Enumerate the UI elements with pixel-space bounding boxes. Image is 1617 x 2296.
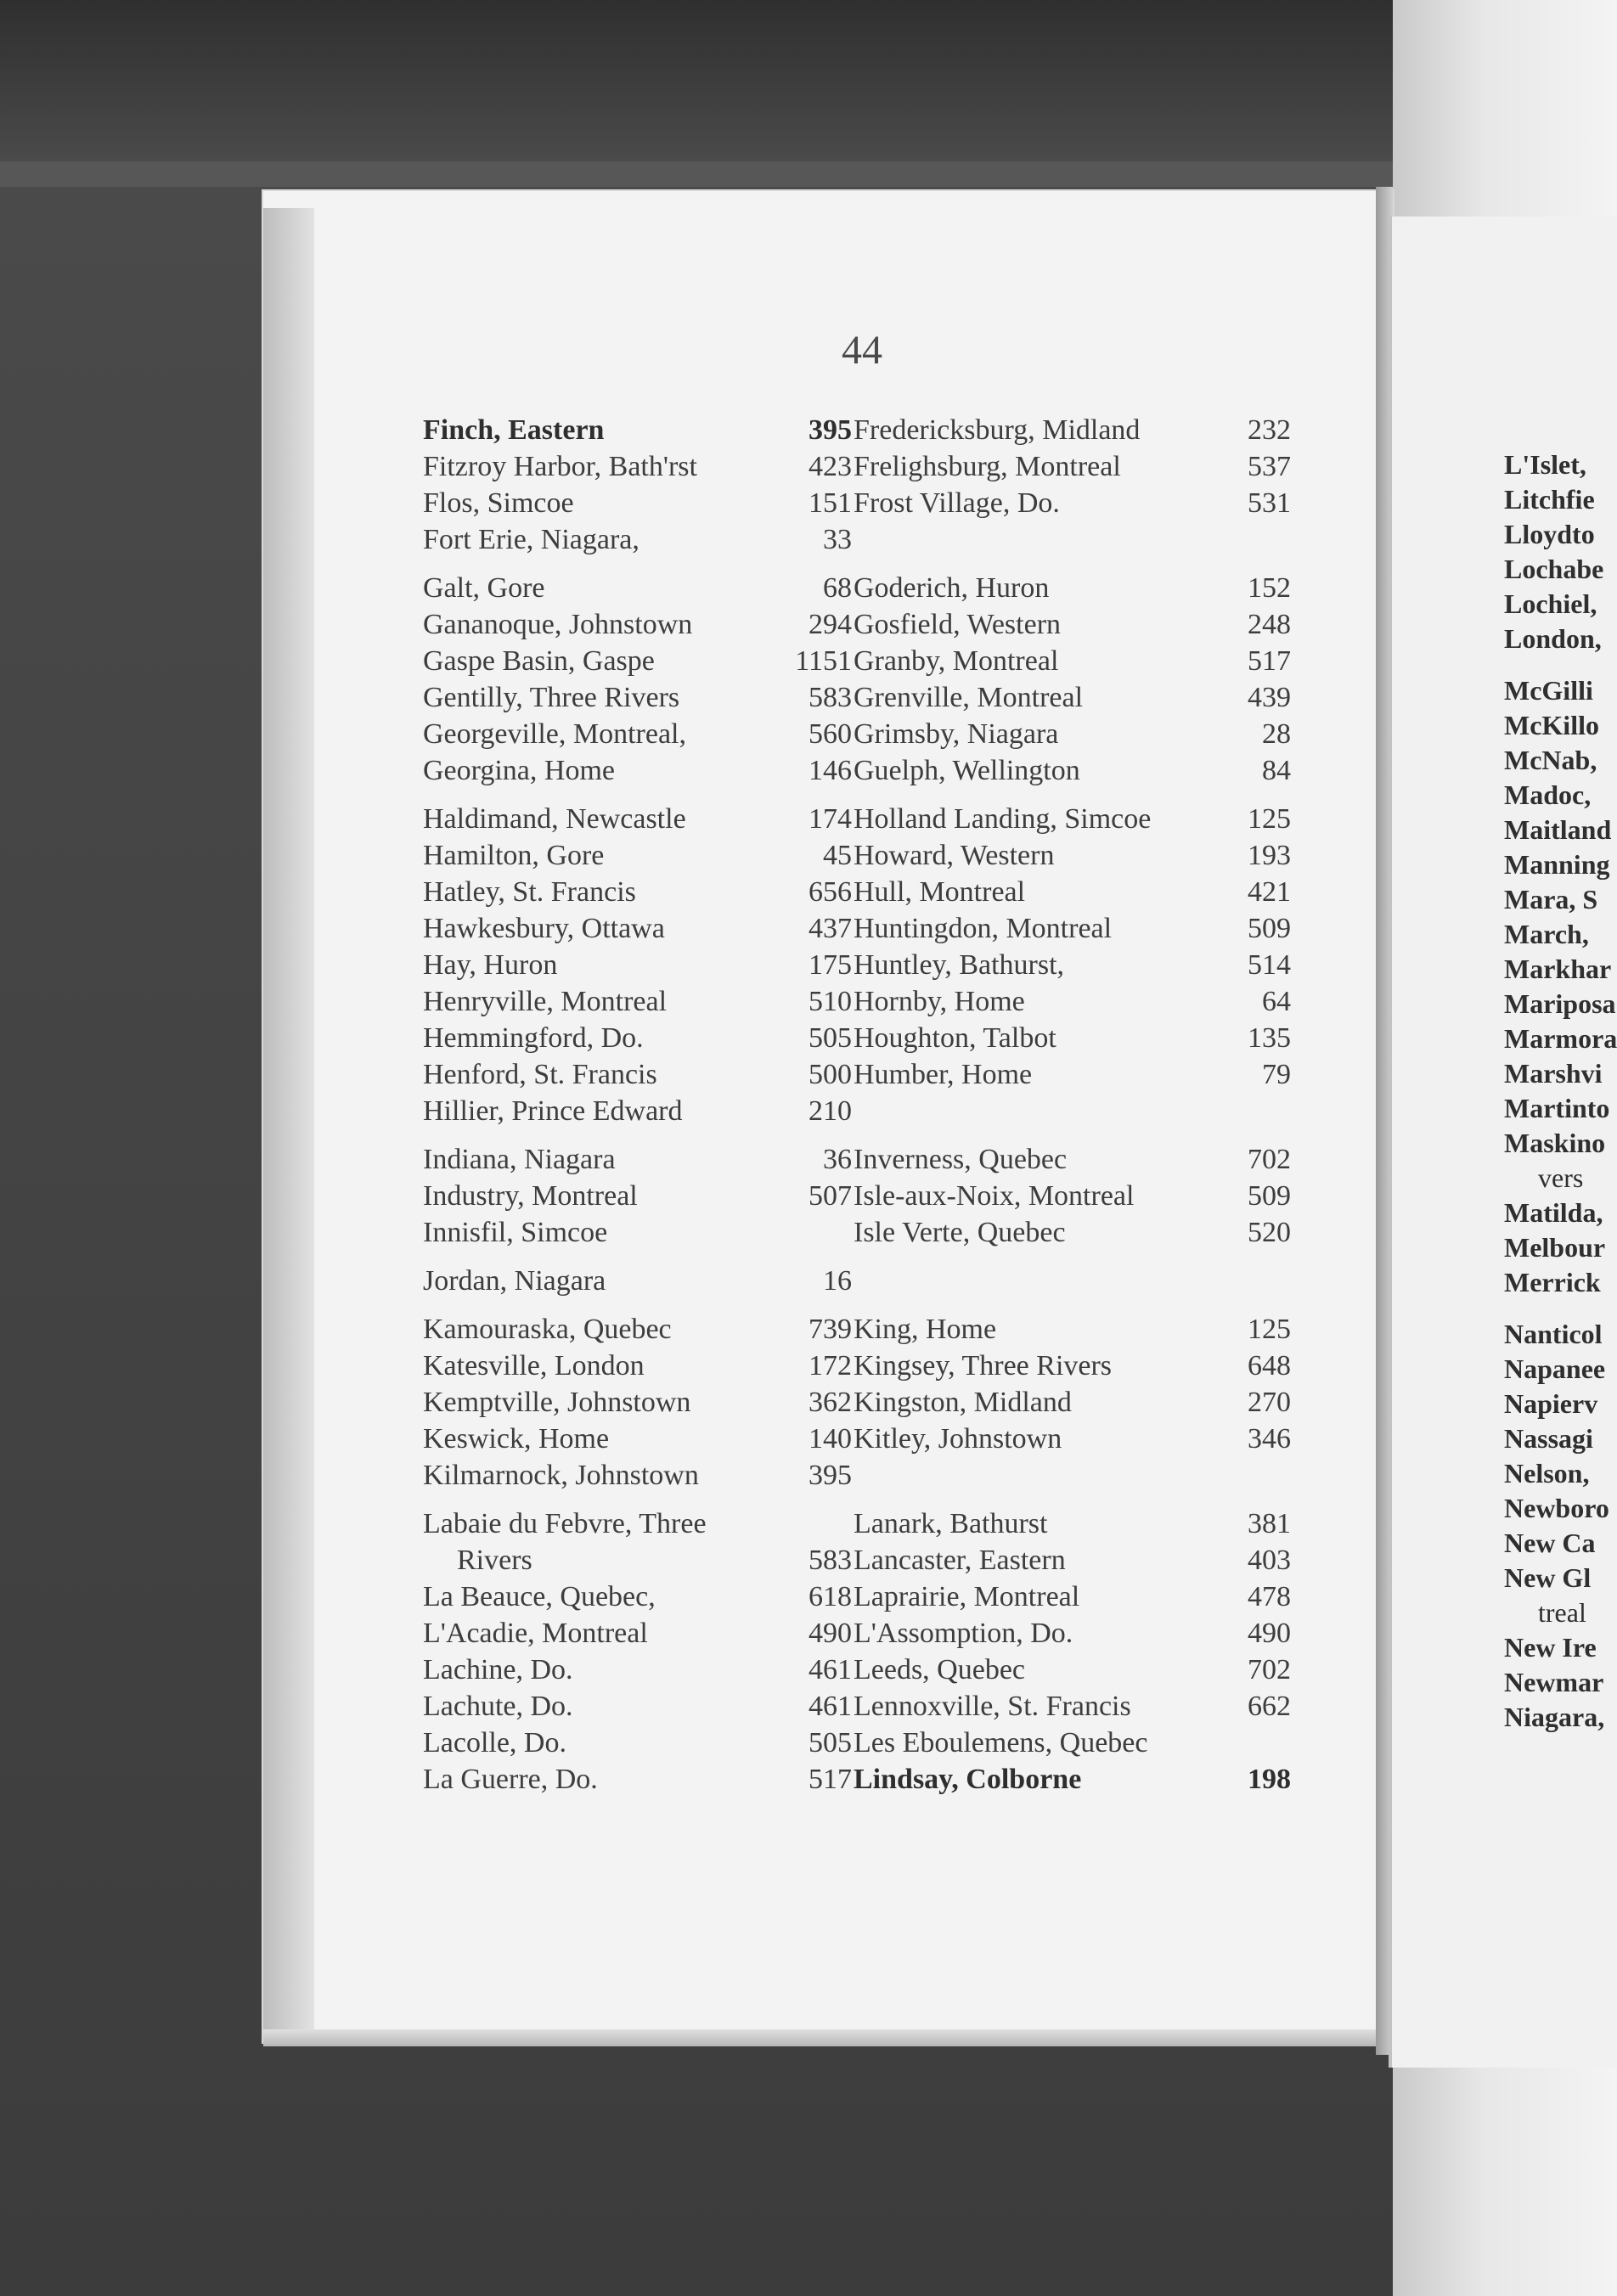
facing-entry: Madoc,: [1504, 779, 1592, 810]
list-item: [423, 606, 852, 643]
entry-number: 270: [1248, 1387, 1291, 1418]
list-item: [854, 752, 1291, 789]
facing-entry: London,: [1504, 623, 1602, 654]
list-item: [423, 1578, 852, 1615]
facing-entry: Manning: [1504, 849, 1610, 880]
facing-entry: Marmora: [1504, 1023, 1617, 1054]
entry-number: 531: [1248, 487, 1291, 519]
list-item: [423, 1457, 852, 1494]
entry-name: Hemmingford, Do.: [423, 1022, 644, 1054]
entry-name: Gaspe Basin, Gaspe: [423, 645, 655, 677]
entry-number: 151: [808, 487, 852, 519]
entry-name: Lanark, Bathurst: [854, 1508, 1048, 1539]
entry-number: 648: [1248, 1350, 1291, 1382]
facing-entry: Nanticol: [1504, 1319, 1603, 1349]
entry-name: Hull, Montreal: [854, 876, 1026, 908]
facing-entry: McGilli: [1504, 675, 1593, 706]
list-item: [854, 1178, 1291, 1214]
list-item: [423, 643, 852, 679]
entry-name: Kingston, Midland: [854, 1387, 1072, 1418]
list-item: [854, 1056, 1291, 1093]
facing-entry: Nelson,: [1504, 1458, 1590, 1488]
list-item: [854, 1725, 1291, 1761]
entry-number: 28: [1262, 718, 1291, 750]
entry-number: 505: [808, 1727, 852, 1759]
entry-name: Lancaster, Eastern: [854, 1545, 1066, 1576]
entry-number: 702: [1248, 1654, 1291, 1685]
list-item: [423, 679, 852, 716]
entry-number: 421: [1248, 876, 1291, 908]
list-item: [854, 1214, 1291, 1251]
list-item: [854, 983, 1291, 1020]
entry-number: 1151: [795, 645, 852, 677]
facing-entry: Lloydto: [1504, 519, 1595, 549]
list-item: [854, 1542, 1291, 1578]
entry-name: Hawkesbury, Ottawa: [423, 913, 665, 944]
facing-entry: McNab,: [1504, 745, 1597, 775]
entry-number: 490: [1248, 1618, 1291, 1649]
entry-name: Jordan, Niagara: [423, 1265, 606, 1297]
entry-name: King, Home: [854, 1314, 997, 1345]
list-item: [423, 752, 852, 789]
entry-name: Gananoque, Johnstown: [423, 609, 693, 640]
list-item: [423, 1214, 852, 1251]
entry-name: Georgina, Home: [423, 755, 615, 786]
entry-number: 520: [1248, 1217, 1291, 1248]
entry-name: Hillier, Prince Edward: [423, 1095, 683, 1127]
entry-name: Industry, Montreal: [423, 1180, 638, 1212]
entry-name: Gentilly, Three Rivers: [423, 682, 680, 713]
entry-name: Lennoxville, St. Francis: [854, 1691, 1131, 1722]
right-column: [854, 412, 1291, 1798]
entry-name: Georgeville, Montreal,: [423, 718, 687, 750]
entry-number: 423: [808, 451, 852, 482]
list-item: [854, 1093, 1291, 1129]
list-item: [854, 412, 1291, 448]
facing-entry: Maitland: [1504, 814, 1612, 845]
entry-number: 478: [1248, 1581, 1291, 1612]
entry-number: 362: [808, 1387, 852, 1418]
list-item: [854, 643, 1291, 679]
entry-name: Henford, St. Francis: [423, 1059, 657, 1090]
entry-name: Les Eboulemens, Quebec: [854, 1727, 1148, 1759]
entry-name: Humber, Home: [854, 1059, 1033, 1090]
list-item: [423, 1093, 852, 1129]
facing-page-list: [1504, 447, 1617, 1735]
entry-number: 583: [808, 682, 852, 713]
entry-number: 45: [823, 840, 852, 871]
list-item: [423, 485, 852, 521]
facing-entry: Napierv: [1504, 1388, 1598, 1419]
entry-name: Inverness, Quebec: [854, 1144, 1068, 1175]
entry-number: 146: [808, 755, 852, 786]
entry-name: L'Acadie, Montreal: [423, 1618, 648, 1649]
entry-name: Huntingdon, Montreal: [854, 913, 1113, 944]
list-item: [854, 1688, 1291, 1725]
list-item: [854, 1141, 1291, 1178]
entry-name: Lacolle, Do.: [423, 1727, 566, 1759]
facing-entry: March,: [1504, 919, 1589, 949]
list-item: [854, 485, 1291, 521]
entry-number: 490: [808, 1618, 852, 1649]
entry-number: 193: [1248, 840, 1291, 871]
entry-number: 517: [1248, 645, 1291, 677]
entry-name: Holland Landing, Simcoe: [854, 803, 1152, 835]
entry-number: 395: [808, 414, 852, 446]
left-column: [423, 412, 852, 1798]
list-item: [423, 1505, 852, 1542]
entry-name: Lachine, Do.: [423, 1654, 573, 1685]
entry-number: 395: [808, 1460, 852, 1491]
entry-number: 381: [1248, 1508, 1291, 1539]
entry-name: Grimsby, Niagara: [854, 718, 1059, 750]
list-item: [423, 448, 852, 485]
entry-number: 152: [1248, 572, 1291, 604]
list-item: [423, 1384, 852, 1421]
entry-number: 500: [808, 1059, 852, 1090]
list-item: [423, 716, 852, 752]
entry-name: Hay, Huron: [423, 949, 558, 981]
entry-name: Hatley, St. Francis: [423, 876, 636, 908]
list-item: [854, 1421, 1291, 1457]
list-item: [423, 1311, 852, 1348]
list-item: [423, 1348, 852, 1384]
facing-entry: Melbour: [1504, 1232, 1606, 1263]
entry-name: La Beauce, Quebec,: [423, 1581, 656, 1612]
facing-entry: Markhar: [1504, 954, 1612, 984]
list-item: [423, 1761, 852, 1798]
list-item: [423, 837, 852, 874]
list-item: [423, 1020, 852, 1056]
list-item: [423, 1263, 852, 1299]
entry-number: 16: [823, 1265, 852, 1297]
list-item: [423, 1421, 852, 1457]
entry-number: 461: [808, 1691, 852, 1722]
entry-name: Fort Erie, Niagara,: [423, 524, 639, 555]
list-item: [854, 874, 1291, 910]
entry-number: 656: [808, 876, 852, 908]
facing-entry: Litchfie: [1504, 484, 1595, 515]
entry-name: Haldimand, Newcastle: [423, 803, 686, 835]
entry-number: 583: [808, 1545, 852, 1576]
entry-number: 346: [1248, 1423, 1291, 1455]
entry-name: Isle Verte, Quebec: [854, 1217, 1066, 1248]
entry-name: Laprairie, Montreal: [854, 1581, 1080, 1612]
facing-entry: Lochabe: [1504, 554, 1604, 584]
entry-number: 560: [808, 718, 852, 750]
entry-number: 439: [1248, 682, 1291, 713]
list-item: [423, 1056, 852, 1093]
list-item: [423, 1141, 852, 1178]
facing-entry: Newboro: [1504, 1493, 1609, 1523]
entry-number: 517: [808, 1764, 852, 1795]
entry-number: 537: [1248, 451, 1291, 482]
list-item: [854, 1578, 1291, 1615]
entry-name: L'Assomption, Do.: [854, 1618, 1073, 1649]
entry-name: Fredericksburg, Midland: [854, 414, 1141, 446]
entry-number: 507: [808, 1180, 852, 1212]
entry-name: Houghton, Talbot: [854, 1022, 1056, 1054]
entry-number: 618: [808, 1581, 852, 1612]
entry-number: 461: [808, 1654, 852, 1685]
facing-entry: Lochiel,: [1504, 588, 1597, 619]
facing-entry: Niagara,: [1504, 1702, 1605, 1732]
list-item: [423, 1725, 852, 1761]
entry-number: 174: [808, 803, 852, 835]
entry-name: Henryville, Montreal: [423, 986, 668, 1017]
list-item: [423, 1178, 852, 1214]
entry-number: 510: [808, 986, 852, 1017]
entry-name: Kingsey, Three Rivers: [854, 1350, 1113, 1382]
entry-name: Fitzroy Harbor, Bath'rst: [423, 451, 697, 482]
list-item: [423, 983, 852, 1020]
entry-name: Kamouraska, Quebec: [423, 1314, 672, 1345]
entry-number: 84: [1262, 755, 1291, 786]
entry-name: Howard, Western: [854, 840, 1055, 871]
facing-entry: Marshvi: [1504, 1058, 1603, 1089]
entry-number: 125: [1248, 1314, 1291, 1345]
entry-name: Lachute, Do.: [423, 1691, 573, 1722]
facing-entry: McKillo: [1504, 710, 1599, 740]
list-item: [854, 716, 1291, 752]
entry-name: Frelighsburg, Montreal: [854, 451, 1121, 482]
list-item: [854, 947, 1291, 983]
list-item: [854, 1263, 1291, 1299]
list-item: [854, 606, 1291, 643]
facing-entry: Maskino: [1504, 1128, 1606, 1158]
background-band: [0, 161, 1617, 187]
entry-name: Huntley, Bathurst,: [854, 949, 1065, 981]
list-item: [854, 1457, 1291, 1494]
facing-entry: treal: [1538, 1597, 1586, 1628]
entry-name: Katesville, London: [423, 1350, 645, 1382]
entry-number: 79: [1262, 1059, 1291, 1090]
entry-number: 505: [808, 1022, 852, 1054]
entry-number: 33: [823, 524, 852, 555]
entry-name: Galt, Gore: [423, 572, 545, 604]
list-item: [854, 1020, 1291, 1056]
entry-name: Kitley, Johnstown: [854, 1423, 1062, 1455]
list-item: [423, 1652, 852, 1688]
entry-number: 64: [1262, 986, 1291, 1017]
entry-name: Leeds, Quebec: [854, 1654, 1026, 1685]
entry-number: 198: [1248, 1764, 1291, 1795]
list-item: [854, 448, 1291, 485]
list-item: [854, 521, 1291, 558]
list-item: [854, 801, 1291, 837]
entry-name: La Guerre, Do.: [423, 1764, 598, 1795]
list-item: [854, 837, 1291, 874]
list-item: [423, 801, 852, 837]
list-item: [423, 947, 852, 983]
list-item: [423, 1615, 852, 1652]
facing-page: [1389, 217, 1617, 2068]
entry-name: Frost Village, Do.: [854, 487, 1060, 519]
list-item: [423, 412, 852, 448]
page-edge-left: [263, 208, 314, 2042]
facing-entry: Mara, S: [1504, 884, 1598, 914]
entry-name: Guelph, Wellington: [854, 755, 1080, 786]
list-item: [423, 874, 852, 910]
facing-entry: Martinto: [1504, 1093, 1610, 1123]
entry-name: Keswick, Home: [423, 1423, 610, 1455]
entry-number: 437: [808, 913, 852, 944]
entry-number: 403: [1248, 1545, 1291, 1576]
entry-name: Flos, Simcoe: [423, 487, 574, 519]
page-number: 44: [842, 328, 882, 373]
entry-name: Rivers: [457, 1545, 532, 1576]
list-item: [854, 1505, 1291, 1542]
entry-number: 172: [808, 1350, 852, 1382]
entry-number: 509: [1248, 1180, 1291, 1212]
entry-number: 125: [1248, 803, 1291, 835]
entry-name: Hamilton, Gore: [423, 840, 605, 871]
list-item: [854, 679, 1291, 716]
facing-entry: Matilda,: [1504, 1197, 1603, 1228]
facing-entry: vers: [1538, 1162, 1584, 1193]
list-item: [423, 910, 852, 947]
facing-entry: Mariposa: [1504, 988, 1616, 1019]
entry-number: 36: [823, 1144, 852, 1175]
entry-number: 662: [1248, 1691, 1291, 1722]
list-item: [854, 1348, 1291, 1384]
entry-number: 702: [1248, 1144, 1291, 1175]
entry-name: Kemptville, Johnstown: [423, 1387, 691, 1418]
page-edge-bottom: [263, 2029, 1393, 2046]
list-item: [854, 1761, 1291, 1798]
entry-number: 294: [808, 609, 852, 640]
list-item: [423, 570, 852, 606]
list-item: [854, 1652, 1291, 1688]
list-item: [854, 1615, 1291, 1652]
entry-name: Goderich, Huron: [854, 572, 1050, 604]
list-item: [423, 521, 852, 558]
facing-entry: New Ca: [1504, 1528, 1596, 1558]
facing-entry: Nassagi: [1504, 1423, 1593, 1454]
entry-name: Lindsay, Colborne: [854, 1764, 1082, 1795]
facing-entry: Merrick: [1504, 1267, 1601, 1297]
entry-name: Labaie du Febvre, Three: [423, 1508, 707, 1539]
entry-name: Hornby, Home: [854, 986, 1025, 1017]
list-item: [854, 910, 1291, 947]
list-item: [854, 570, 1291, 606]
list-item: [423, 1542, 852, 1578]
list-item: [854, 1384, 1291, 1421]
facing-entry: L'Islet,: [1504, 449, 1586, 480]
entry-number: 68: [823, 572, 852, 604]
entry-name: Gosfield, Western: [854, 609, 1062, 640]
entry-number: 232: [1248, 414, 1291, 446]
facing-entry: Newmar: [1504, 1667, 1604, 1697]
entry-name: Isle-aux-Noix, Montreal: [854, 1180, 1135, 1212]
entry-number: 135: [1248, 1022, 1291, 1054]
entry-number: 509: [1248, 913, 1291, 944]
list-item: [854, 1311, 1291, 1348]
entry-name: Kilmarnock, Johnstown: [423, 1460, 699, 1491]
entry-name: Innisfil, Simcoe: [423, 1217, 608, 1248]
entry-name: Granby, Montreal: [854, 645, 1059, 677]
entry-name: Finch, Eastern: [423, 414, 605, 446]
entry-number: 210: [808, 1095, 852, 1127]
entry-name: Grenville, Montreal: [854, 682, 1084, 713]
facing-entry: New Ire: [1504, 1632, 1597, 1663]
list-item: [423, 1688, 852, 1725]
entry-number: 140: [808, 1423, 852, 1455]
entry-number: 175: [808, 949, 852, 981]
entry-number: 514: [1248, 949, 1291, 981]
entry-number: 739: [808, 1314, 852, 1345]
entry-name: Indiana, Niagara: [423, 1144, 616, 1175]
entry-number: 248: [1248, 609, 1291, 640]
facing-entry: New Gl: [1504, 1562, 1592, 1593]
facing-entry: Napanee: [1504, 1353, 1606, 1384]
